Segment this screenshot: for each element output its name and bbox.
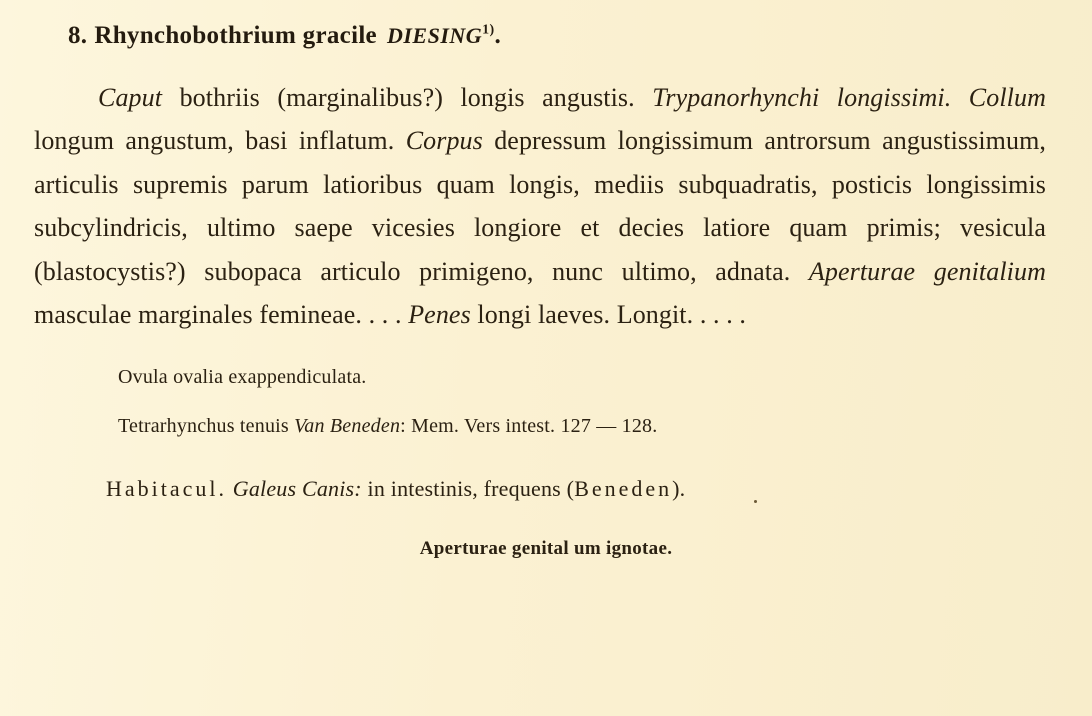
habitat-text: in intestinis, frequens ( [361,476,575,502]
ovula-note: Ovula ovalia exappendiculata. [118,366,367,389]
desc-seg-9: masculae marginales femineae. . . . [34,300,409,330]
heading-author: DIESING [386,23,483,48]
habitat-closing: ). [672,476,686,502]
synonym-name: Tetrarhynchus tenuis [118,415,295,438]
footer-note: Aperturae genital um ignotae. [419,538,673,560]
habitat-label: Habitacul. [106,476,228,502]
heading-species-name: Rhynchobothrium gracile [94,22,377,49]
heading-closing-punctuation: . [494,22,501,49]
paper-speck [754,500,757,503]
desc-seg-0: Caput [98,83,163,112]
page-heading [68,22,1046,50]
desc-seg-5: longum angustum, basi inflatum. [34,126,406,156]
desc-seg-6: Corpus [405,126,483,156]
heading-number: 8. [68,22,88,49]
desc-seg-1: bothriis (marginalibus?) longis angustis. [162,83,653,112]
synonym-line [118,415,1046,438]
desc-seg-11: longi laeves. Longit. . . . . [470,300,747,330]
habitat-line [106,476,1046,502]
habitat-host: Galeus Canis: [232,476,362,502]
heading-footnote-marker: 1) [482,22,495,38]
synonym-reference: : Mem. Vers intest. 127 — 128. [400,415,658,438]
desc-seg-7: depressum longissimum antrorsum angustissimum, articulis supremis parum latioribus quam longis, mediis subquadratis, posticis longissimis subcylindricis, ultimo saepe vicesies longiore et decies latiore quam primis; vesicula (blastocystis?) subopaca articulo primigeno, nunc ultimo, adnata. [34,126,1047,286]
desc-seg-2: Trypanorhynchi longissimi. [652,83,952,112]
habitat-source: Beneden [574,476,673,502]
species-description [34,76,1046,336]
desc-seg-8: Aperturae genitalium [808,256,1046,286]
desc-seg-10: Penes [408,300,471,330]
synonym-authority: Van Beneden [294,415,401,438]
desc-seg-4: Collum [968,83,1046,112]
desc-seg-3 [951,83,969,112]
